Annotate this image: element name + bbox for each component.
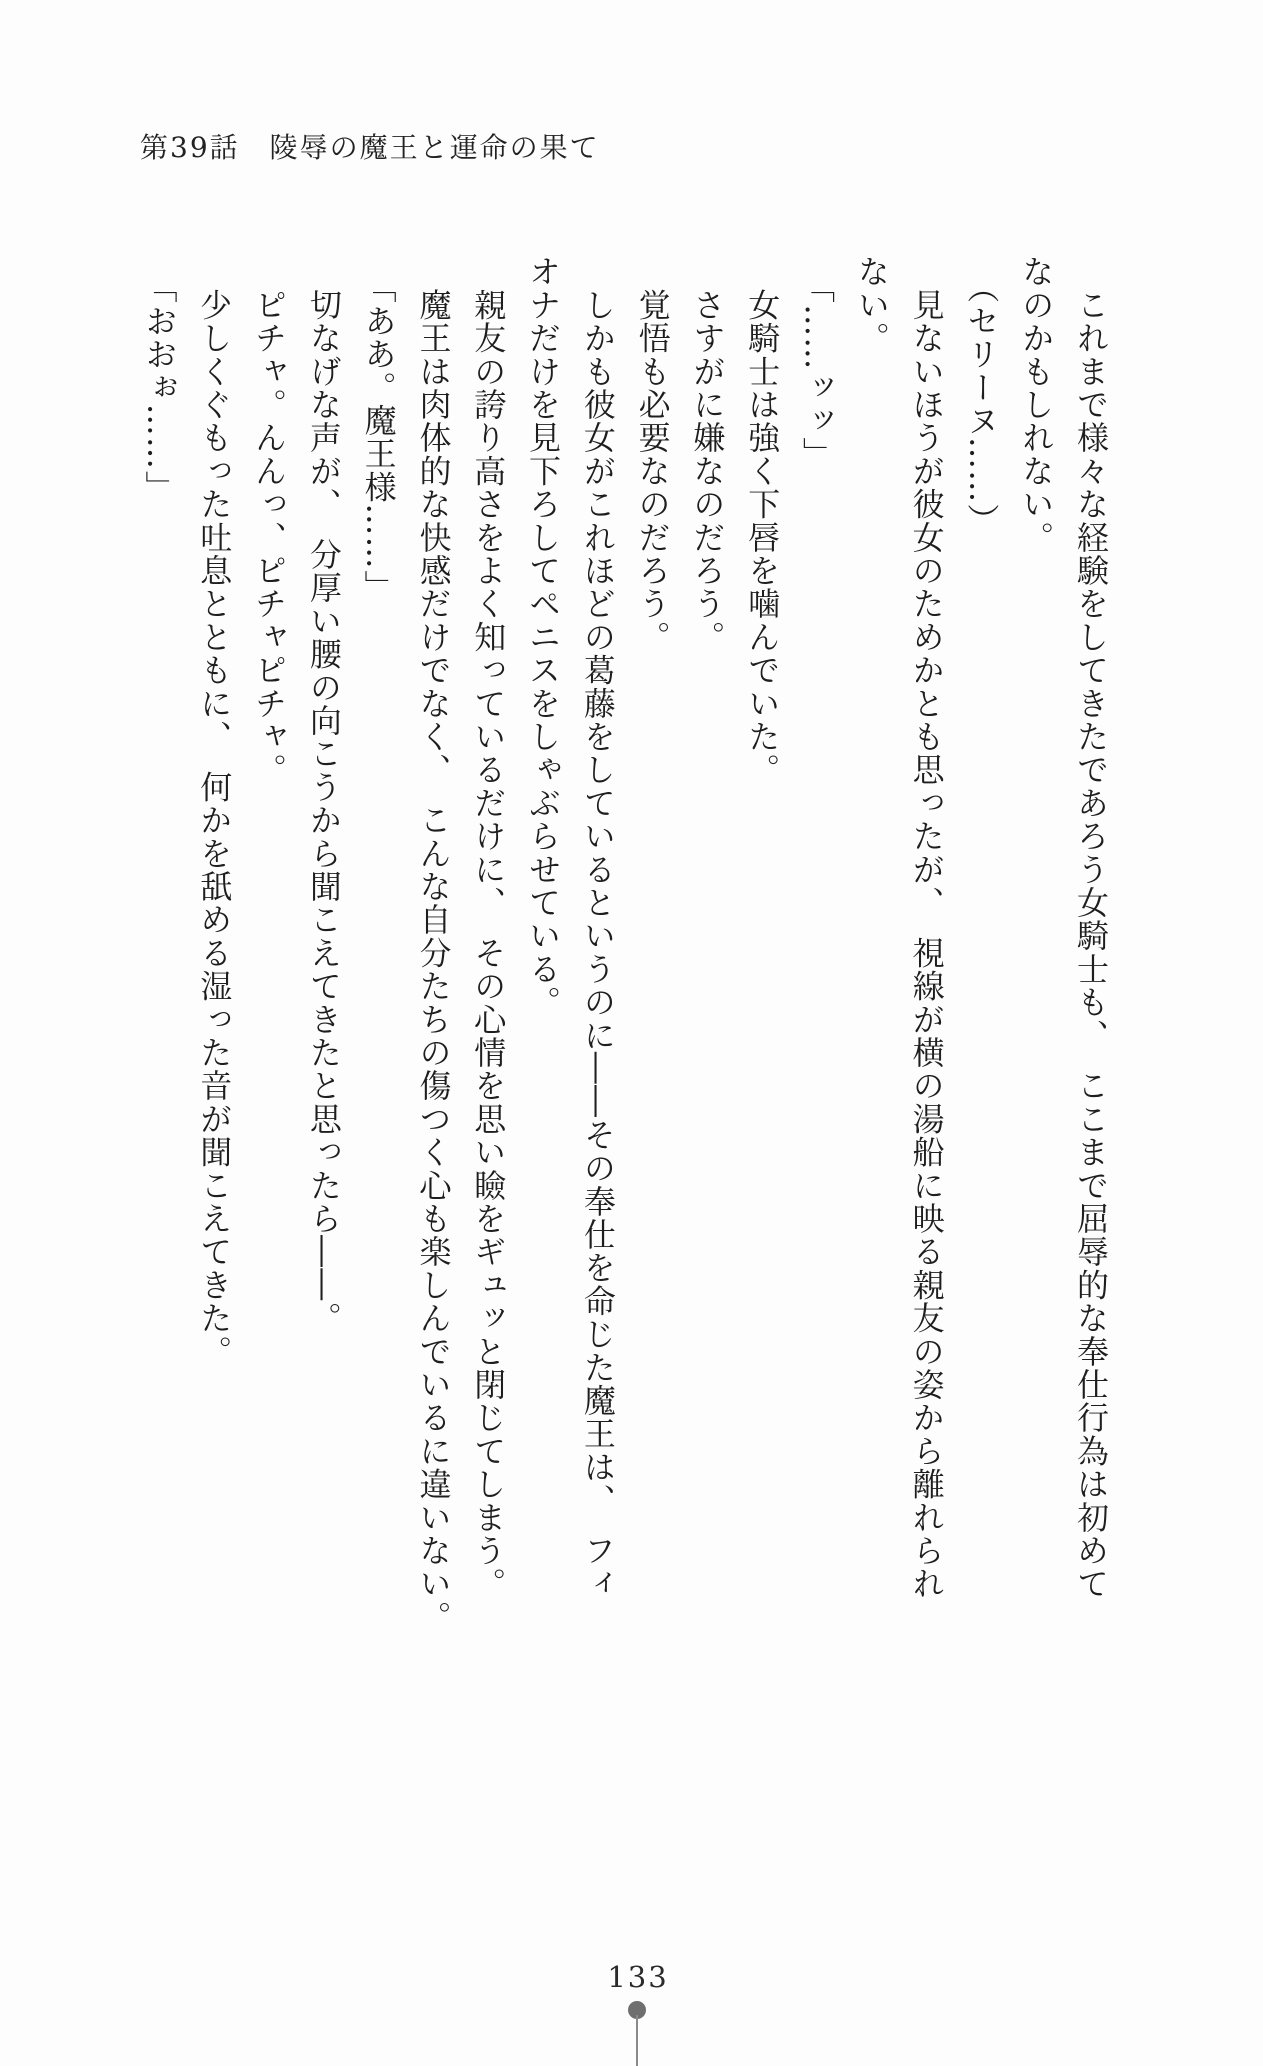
text-line: 切なげな声が、 分厚い腰の向こうから聞こえてきたと思ったら――。	[304, 255, 343, 1335]
text-line: （セリーヌ……）	[962, 271, 1001, 537]
text-line: 見ないほうが彼女のためかとも思ったが、 視線が横の湯船に映る親友の姿から離れられ	[907, 255, 946, 1601]
text-line: 覚悟も必要なのだろう。	[633, 255, 672, 654]
text-line: しかも彼女がこれほどの葛藤をしているというのに――その奉仕を命じた魔王は、 フィ	[578, 255, 617, 1601]
footer-ornament-rule	[636, 2015, 638, 2066]
text-line: なのかもしれない。	[1017, 255, 1056, 554]
text-line: ない。	[852, 255, 891, 355]
body-text	[132, 255, 1118, 1634]
text-line: 「……ッッ」	[798, 271, 837, 471]
text-line: 「ああ。魔王様……」	[359, 271, 398, 603]
text-line: 少しくぐもった吐息とともに、 何かを舐める湿った音が聞こえてきた。	[195, 255, 234, 1368]
text-line: 親友の誇り高さをよく知っているだけに、 その心情を思い瞼をギュッと閉じてしまう。	[469, 255, 508, 1601]
text-line: 女騎士は強く下唇を噛んでいた。	[743, 255, 782, 787]
page-number: 133	[607, 1960, 669, 1994]
text-line: さすがに嫌なのだろう。	[688, 255, 727, 654]
chapter-header: 第39話 陵辱の魔王と運命の果て	[140, 131, 600, 164]
text-line: オナだけを見下ろしてペニスをしゃぶらせている。	[524, 255, 563, 1019]
text-line: これまで様々な経験をしてきたであろう女騎士も、 ここまで屈辱的な奉仕行為は初めて	[1072, 255, 1110, 1601]
text-line: ピチャ。んんっ、ピチャピチャ。	[250, 255, 289, 787]
text-line: 「おおぉ……」	[140, 271, 179, 504]
text-line: 魔王は肉体的な快感だけでなく、 こんな自分たちの傷つく心も楽しんでいるに違いない。	[414, 255, 453, 1634]
